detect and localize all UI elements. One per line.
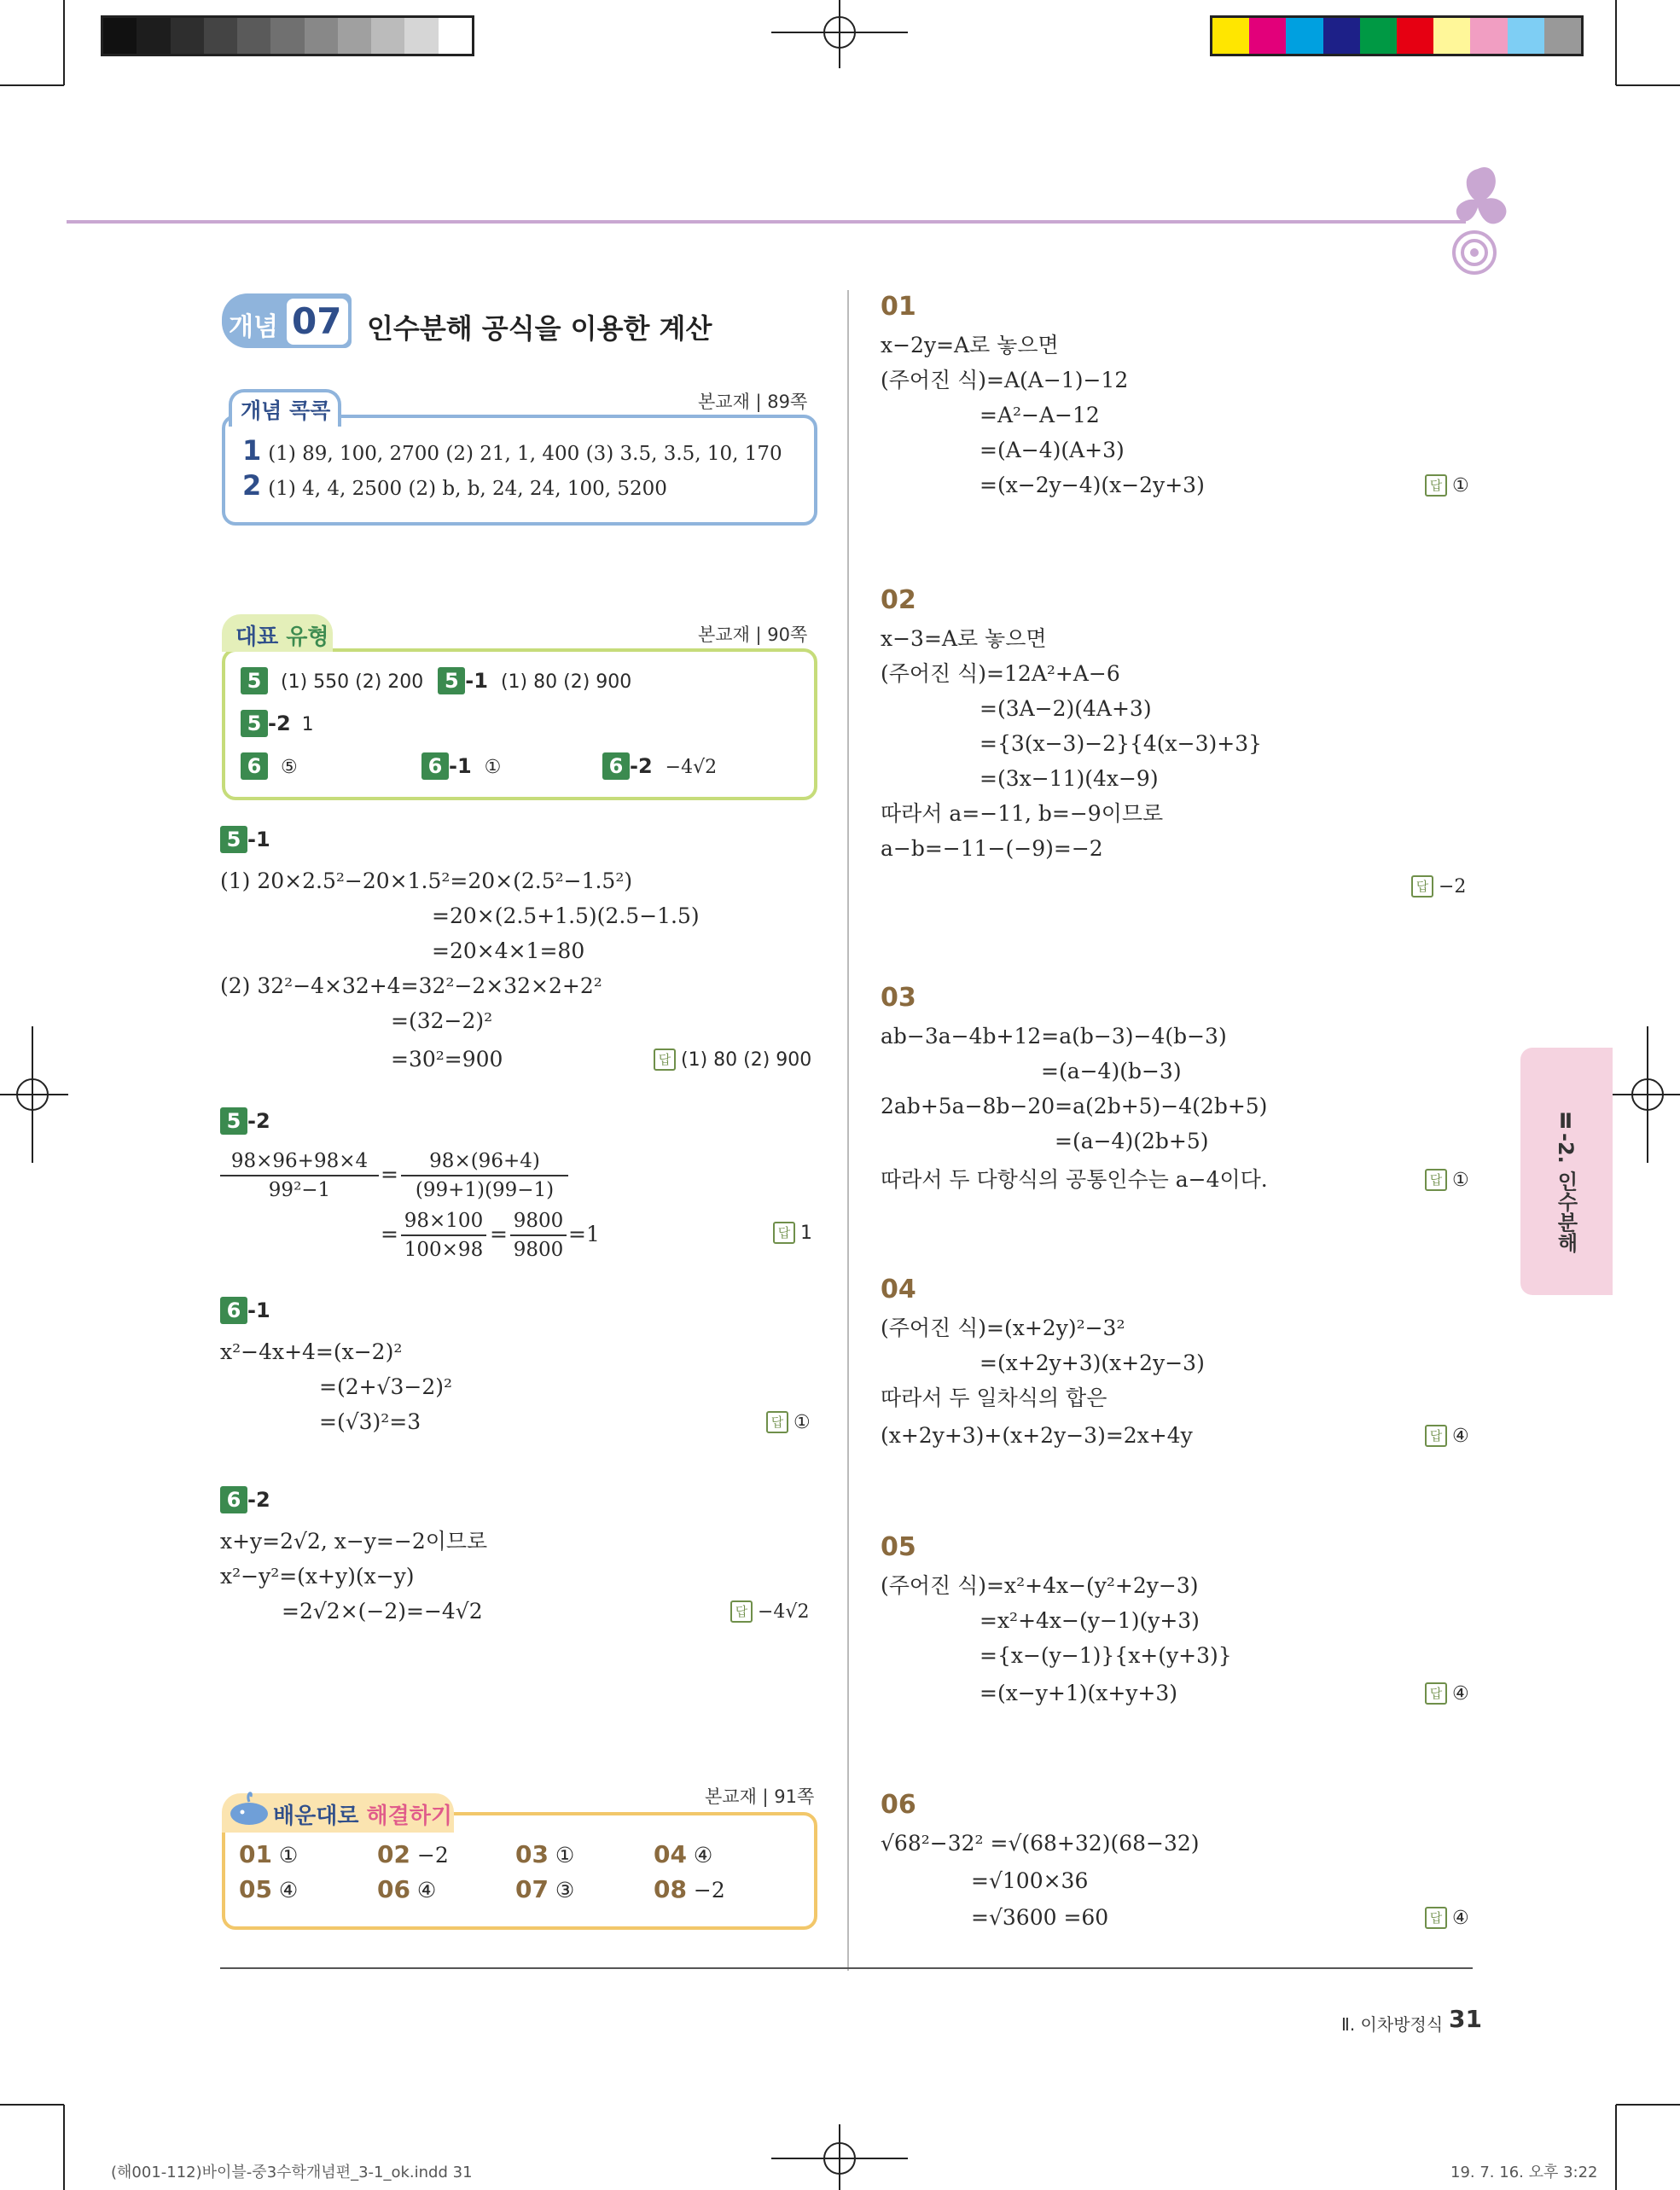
concept-check-box: [222, 415, 817, 526]
problem-01-line: x−2y=A로 놓으면: [881, 333, 1059, 357]
problem-04-line: (주어진 식)=(x+2y)²−3²: [881, 1316, 1125, 1340]
problem-02-line: =(3x−11)(4x−9): [980, 766, 1159, 791]
solve-item: 08 −2: [654, 1875, 725, 1903]
problem-05-number: 05: [881, 1532, 916, 1562]
problem-06-number: 06: [881, 1790, 916, 1820]
side-tab-label: Ⅱ-2. 인수분해: [1554, 1109, 1578, 1253]
problem-02-line: (주어진 식)=12A²+A−6: [881, 661, 1120, 686]
bottom-rule: [220, 1967, 1473, 1969]
footer-chapter: Ⅱ. 이차방정식: [1341, 2014, 1444, 2035]
problem-03-answer: 답 ①: [1425, 1169, 1469, 1191]
problem-01-line: =(x−2y−4)(x−2y+3): [980, 473, 1205, 497]
sol-5-2-frac-1: 98×96+98×4 99²−1: [220, 1150, 379, 1201]
concept-badge-label: 개념: [229, 312, 278, 342]
problem-04-line: 따라서 두 일차식의 합은: [881, 1385, 1107, 1410]
flower-decoration-icon: [1433, 160, 1527, 280]
solve-item: 06 ④: [377, 1875, 437, 1903]
sol-5-2-eq: =: [381, 1222, 398, 1246]
problem-02-line: x−3=A로 놓으면: [881, 626, 1047, 651]
problem-03-number: 03: [881, 983, 916, 1013]
sol-5-2-eq: =: [381, 1162, 398, 1187]
solve-item: 04 ④: [654, 1840, 713, 1868]
problem-02-number: 02: [881, 585, 916, 615]
problem-03-line: =(a−4)(2b+5): [1055, 1129, 1209, 1153]
problem-06-line: √68²−32² =√(68+32)(68−32): [881, 1831, 1200, 1856]
rep-type-row-2: 5 -2 1: [241, 710, 314, 737]
sol-6-2-header: 6 -2: [220, 1486, 270, 1513]
sol-5-1-line: =20×4×1=80: [432, 938, 585, 963]
problem-03-line: =(a−4)(b−3): [1041, 1059, 1182, 1083]
concept-check-label: 개념 콕콕: [241, 398, 331, 423]
sol-5-2-frac-4: 9800 9800: [510, 1210, 567, 1261]
rep-type-row-3c: 6 -2 −4√2: [602, 752, 717, 780]
problem-02-answer: 답 −2: [1411, 875, 1466, 897]
solve-label: 배운대로 해결하기: [273, 1804, 452, 1829]
solve-item: 02 −2: [377, 1840, 449, 1868]
concept-number: 07: [292, 300, 342, 342]
solve-item: 03 ①: [515, 1840, 575, 1868]
sol-5-1-line: (1) 20×2.5²−20×1.5²=20×(2.5²−1.5²): [220, 868, 633, 893]
sol-5-1-answer: 답 (1) 80 (2) 900: [654, 1049, 811, 1071]
concept-title: 인수분해 공식을 이용한 계산: [367, 312, 712, 345]
sol-5-1-header: 5 -1: [220, 826, 270, 853]
problem-05-line: (주어진 식)=x²+4x−(y²+2y−3): [881, 1573, 1199, 1598]
rep-type-ref: 본교재 | 90쪽: [698, 624, 808, 645]
solve-item: 07 ③: [515, 1875, 575, 1903]
problem-01-line: =(A−4)(A+3): [980, 438, 1125, 462]
problem-06-line: =√100×36: [971, 1868, 1089, 1893]
concept-check-line-2: 2 (1) 4, 4, 2500 (2) b, b, 24, 24, 100, 5200: [242, 469, 667, 502]
problem-01-line: (주어진 식)=A(A−1)−12: [881, 368, 1129, 392]
sol-5-1-line: =(32−2)²: [391, 1008, 493, 1033]
sol-6-2-answer: 답 −4√2: [730, 1600, 809, 1623]
problem-02-line: =(3A−2)(4A+3): [980, 696, 1152, 721]
concept-check-ref: 본교재 | 89쪽: [698, 392, 808, 412]
sol-5-2-result: =1: [568, 1222, 600, 1246]
problem-05-line: =(x−y+1)(x+y+3): [980, 1681, 1178, 1705]
sol-6-1-line: =(√3)²=3: [319, 1409, 421, 1434]
sol-5-2-frac-2: 98×(96+4) (99+1)(99−1): [401, 1150, 568, 1201]
problem-02-line: a−b=−11−(−9)=−2: [881, 836, 1103, 861]
solve-ref: 본교재 | 91쪽: [705, 1786, 815, 1807]
rep-type-row-1: 5 (1) 550 (2) 200 5 -1 (1) 80 (2) 900: [241, 667, 631, 694]
page-number: 31: [1449, 2005, 1482, 2033]
sol-5-2-frac-3: 98×100 100×98: [401, 1210, 486, 1261]
sol-5-2-header: 5 -2: [220, 1107, 270, 1135]
sol-6-2-line: x+y=2√2, x−y=−2이므로: [220, 1529, 488, 1554]
rep-type-row-3a: 6 ⑤: [241, 752, 298, 780]
problem-01-number: 01: [881, 292, 916, 322]
sol-5-1-line: =20×(2.5+1.5)(2.5−1.5): [432, 903, 700, 928]
column-divider: [847, 290, 849, 1971]
problem-03-line: 따라서 두 다항식의 공통인수는 a−4이다.: [881, 1167, 1268, 1192]
problem-05-answer: 답 ④: [1425, 1682, 1469, 1705]
problem-02-line: 따라서 a=−11, b=−9이므로: [881, 801, 1164, 826]
problem-03-line: 2ab+5a−8b−20=a(2b+5)−4(2b+5): [881, 1094, 1268, 1118]
footer-file: (해001-112)바이블-중3수학개념편_3-1_ok.indd 31: [111, 2164, 473, 2181]
rep-type-label: 대표 유형: [235, 624, 329, 650]
problem-01-line: =A²−A−12: [980, 403, 1100, 427]
problem-05-line: ={x−(y−1)}{x+(y+3)}: [980, 1643, 1232, 1668]
sol-6-1-header: 6 -1: [220, 1297, 270, 1324]
problem-04-number: 04: [881, 1275, 916, 1304]
solve-item: 05 ④: [239, 1875, 299, 1903]
problem-05-line: =x²+4x−(y−1)(y+3): [980, 1608, 1200, 1633]
sol-5-1-line: =30²=900: [391, 1047, 503, 1072]
solve-item: 01 ①: [239, 1840, 299, 1868]
problem-02-line: ={3(x−3)−2}{4(x−3)+3}: [980, 731, 1263, 756]
sol-6-1-line: =(2+√3−2)²: [319, 1374, 453, 1399]
whale-icon: [227, 1786, 271, 1827]
sol-5-2-eq: =: [490, 1222, 508, 1246]
sol-6-1-answer: 답 ①: [766, 1411, 811, 1433]
problem-04-line: =(x+2y+3)(x+2y−3): [980, 1351, 1205, 1375]
sol-6-2-line: =2√2×(−2)=−4√2: [282, 1599, 483, 1624]
problem-06-answer: 답 ④: [1425, 1907, 1469, 1929]
sol-6-1-line: x²−4x+4=(x−2)²: [220, 1339, 403, 1364]
footer-stamp: 19. 7. 16. 오후 3:22: [1450, 2164, 1598, 2181]
rep-type-row-3b: 6 -1 ①: [421, 752, 501, 780]
concept-check-line-1: 1 (1) 89, 100, 2700 (2) 21, 1, 400 (3) 3.5, 3.5, 10, 170: [242, 434, 782, 467]
problem-06-line: =√3600 =60: [971, 1905, 1109, 1930]
problem-04-answer: 답 ④: [1425, 1425, 1469, 1447]
sol-6-2-line: x²−y²=(x+y)(x−y): [220, 1564, 415, 1589]
header-rule: [67, 220, 1466, 224]
sol-5-1-line: (2) 32²−4×32+4=32²−2×32×2+2²: [220, 973, 602, 998]
problem-04-line: (x+2y+3)+(x+2y−3)=2x+4y: [881, 1423, 1193, 1448]
sol-5-2-answer: 답 1: [773, 1222, 812, 1244]
problem-01-answer: 답 ①: [1425, 474, 1469, 497]
problem-03-line: ab−3a−4b+12=a(b−3)−4(b−3): [881, 1024, 1227, 1049]
